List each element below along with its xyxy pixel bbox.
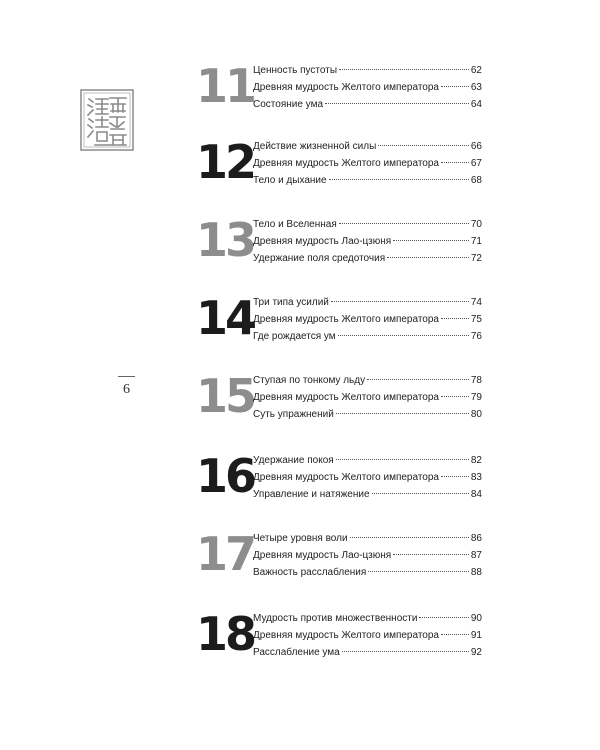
toc-entry[interactable] (253, 62, 482, 79)
chapter-number: 18 (196, 607, 255, 661)
entry-title: Важность расслабления (253, 567, 367, 578)
entry-title: Древняя мудрость Желтого императора (253, 158, 439, 169)
entry-page: 86 (470, 533, 482, 544)
entry-page: 87 (470, 550, 482, 561)
toc-entry[interactable] (253, 172, 482, 189)
leader-dots (342, 651, 469, 652)
page-number: 6 (123, 382, 130, 397)
chapter-number: 16 (196, 449, 255, 503)
toc-entry[interactable] (253, 216, 482, 233)
entry-page: 90 (470, 613, 482, 624)
entry-page: 63 (470, 82, 482, 93)
entry-title: Удержание покоя (253, 455, 334, 466)
entry-page: 79 (470, 392, 482, 403)
entry-page: 64 (470, 99, 482, 110)
entry-title: Где рождается ум (253, 331, 336, 342)
chapter-entries (253, 452, 482, 503)
entry-page: 76 (470, 331, 482, 342)
entry-page: 72 (470, 253, 482, 264)
chapter-number: 12 (196, 135, 255, 189)
leader-dots (339, 223, 469, 224)
leader-dots (441, 634, 469, 635)
leader-dots (336, 413, 469, 414)
leader-dots (441, 476, 469, 477)
entry-page: 88 (470, 567, 482, 578)
toc-entry[interactable] (253, 250, 482, 267)
entry-page: 62 (470, 65, 482, 76)
chapter-entries (253, 294, 482, 345)
chapter-number: 14 (196, 291, 255, 345)
chapter-entries (253, 216, 482, 267)
toc-entry[interactable] (253, 627, 482, 644)
entry-title: Суть упражнений (253, 409, 334, 420)
leader-dots (367, 379, 469, 380)
leader-dots (336, 459, 469, 460)
entry-title: Удержание поля средоточия (253, 253, 386, 264)
entry-page: 83 (470, 472, 482, 483)
leader-dots (393, 554, 469, 555)
chapter-number: 15 (196, 369, 255, 423)
entry-page: 82 (470, 455, 482, 466)
entry-page: 80 (470, 409, 482, 420)
entry-page: 78 (470, 375, 482, 386)
leader-dots (393, 240, 469, 241)
leader-dots (378, 145, 469, 146)
toc-entry[interactable] (253, 372, 482, 389)
chapter-number: 17 (196, 527, 255, 581)
entry-page: 75 (470, 314, 482, 325)
entry-title: Тело и дыхание (253, 175, 327, 186)
leader-dots (441, 86, 469, 87)
toc-entry[interactable] (253, 469, 482, 486)
entry-page: 71 (470, 236, 482, 247)
toc-entry[interactable] (253, 294, 482, 311)
entry-title: Древняя мудрость Лао-цзюня (253, 236, 392, 247)
entry-page: 68 (470, 175, 482, 186)
entry-title: Древняя мудрость Желтого императора (253, 314, 439, 325)
entry-title: Древняя мудрость Желтого императора (253, 82, 439, 93)
toc-entry[interactable] (253, 644, 482, 661)
toc-entry[interactable] (253, 138, 482, 155)
chapter-block-17 (196, 527, 482, 588)
entry-page: 84 (470, 489, 482, 500)
entry-title: Четыре уровня воли (253, 533, 348, 544)
entry-title: Древняя мудрость Лао-цзюня (253, 550, 392, 561)
toc-entry[interactable] (253, 406, 482, 423)
toc-entry[interactable] (253, 328, 482, 345)
leader-dots (441, 318, 469, 319)
toc-entry[interactable] (253, 530, 482, 547)
chapter-block-16 (196, 449, 482, 510)
chapter-block-15 (196, 369, 482, 430)
entry-page: 70 (470, 219, 482, 230)
chapter-block-11 (196, 59, 482, 120)
chapter-entries (253, 372, 482, 423)
entry-title: Тело и Вселенная (253, 219, 337, 230)
chapter-number: 11 (196, 59, 255, 113)
toc-entry[interactable] (253, 547, 482, 564)
leader-dots (329, 179, 469, 180)
chapter-block-13 (196, 213, 482, 274)
entry-title: Ступая по тонкому льду (253, 375, 366, 386)
leader-dots (372, 493, 469, 494)
leader-dots (387, 257, 469, 258)
leader-dots (441, 396, 469, 397)
chapter-block-18 (196, 607, 482, 668)
entry-page: 91 (470, 630, 482, 641)
leader-dots (338, 335, 469, 336)
entry-title: Расслабление ума (253, 647, 340, 658)
entry-title: Древняя мудрость Желтого императора (253, 392, 439, 403)
entry-title: Состояние ума (253, 99, 323, 110)
toc-entry[interactable] (253, 610, 482, 627)
toc-entry[interactable] (253, 389, 482, 406)
toc-entry[interactable] (253, 311, 482, 328)
chapter-number: 13 (196, 213, 255, 267)
entry-page: 74 (470, 297, 482, 308)
toc-entry[interactable] (253, 564, 482, 581)
entry-page: 66 (470, 141, 482, 152)
entry-title: Действие жизненной силы (253, 141, 377, 152)
leader-dots (368, 571, 469, 572)
chapter-entries (253, 62, 482, 113)
entry-title: Мудрость против множественности (253, 613, 418, 624)
chapter-entries (253, 138, 482, 189)
entry-title: Три типа усилий (253, 297, 329, 308)
entry-title: Управление и натяжение (253, 489, 370, 500)
page-number-rule (118, 376, 135, 377)
toc-entry[interactable] (253, 155, 482, 172)
toc-entry[interactable] (253, 96, 482, 113)
entry-title: Ценность пустоты (253, 65, 338, 76)
chapter-block-12 (196, 135, 482, 196)
leader-dots (350, 537, 469, 538)
entry-title: Древняя мудрость Желтого императора (253, 472, 439, 483)
toc-entry[interactable] (253, 486, 482, 503)
leader-dots (339, 69, 469, 70)
entry-page: 92 (470, 647, 482, 658)
leader-dots (419, 617, 468, 618)
entry-page: 67 (470, 158, 482, 169)
toc-entry[interactable] (253, 233, 482, 250)
leader-dots (331, 301, 469, 302)
entry-title: Древняя мудрость Желтого императора (253, 630, 439, 641)
chinese-seal-icon (80, 89, 134, 151)
toc-entry[interactable] (253, 452, 482, 469)
chapter-entries (253, 530, 482, 581)
toc-entry[interactable] (253, 79, 482, 96)
leader-dots (441, 162, 469, 163)
chapter-entries (253, 610, 482, 661)
chapter-block-14 (196, 291, 482, 352)
leader-dots (325, 103, 469, 104)
